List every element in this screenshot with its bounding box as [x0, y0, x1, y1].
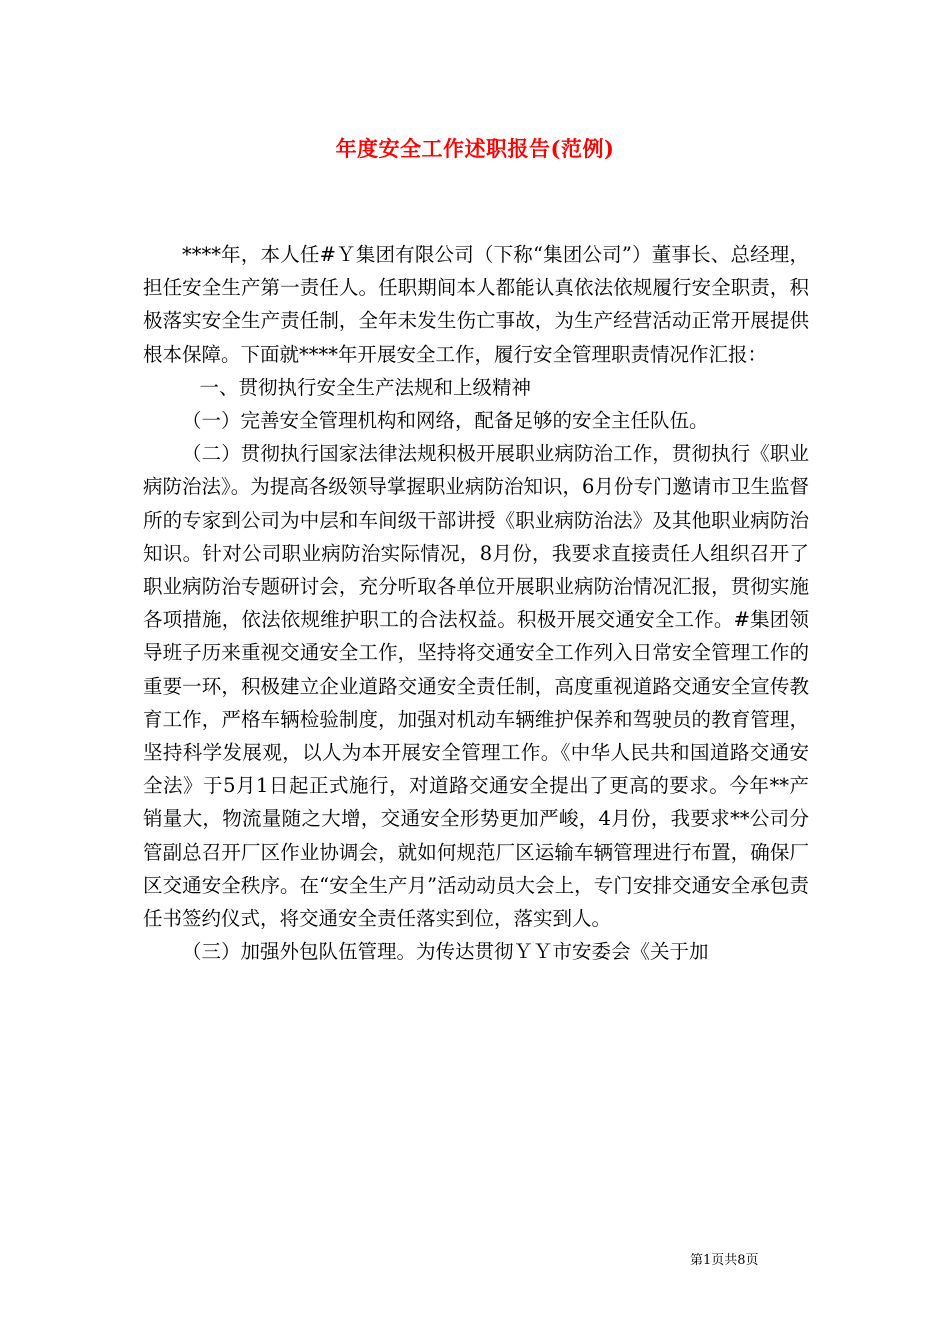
paragraph-item-1: （一）完善安全管理机构和网络，配备足够的安全主任队伍。 [182, 409, 709, 433]
section-heading-1: 一、贯彻执行安全生产法规和上级精神 [199, 375, 532, 399]
paragraph-item-3: （三）加强外包队伍管理。为传达贯彻ＹＹ市安委会《关于加 [182, 940, 709, 964]
paragraph-intro: ****年，本人任#Ｙ集团有限公司（下称“集团公司”）董事长、总经理，担任安全生产第一责任人。任职期间本人都能认真依法依规履行安全职责，积极落实安全生产责任制，全年未发生伤亡事故，为生产经营活动正常开展提供根本保障。下面就****年开展安全工作，履行安全管理职责情况作汇报： [143, 243, 809, 366]
paragraph-item-2: （二）贯彻执行国家法律法规积极开展职业病防治工作，贯彻执行《职业病防治法》。为提高各级领导掌握职业病防治知识，6月份专门邀请市卫生监督所的专家到公司为中层和车间级干部讲授《职业病防治法》及其他职业病防治知识。针对公司职业病防治实际情况，8月份，我要求直接责任人组织召开了职业病防治专题研讨会，充分听取各单位开展职业病防治情况汇报，贯彻实施各项措施，依法依规维护职工的合法权益。积极开展交通安全工作。#集团领导班子历来重视交通安全工作，坚持将交通安全工作列入日常安全管理工作的重要一环，积极建立企业道路交通安全责任制，高度重视道路交通安全宣传教育工作，严格车辆检验制度，加强对机动车辆维护保养和驾驶员的教育管理，坚持科学发展观，以人为本开展安全管理工作。《中华人民共和国道路交通安全法》于5月1日起正式施行，对道路交通安全提出了更高的要求。今年**产销量大，物流量随之大增，交通安全形势更加严峻，4月份，我要求**公司分管副总召开厂区作业协调会，就如何规范厂区运输车辆管理进行布置，确保厂区交通安全秩序。在“安全生产月”活动动员大会上，专门安排交通安全承包责任书签约仪式，将交通安全责任落实到位，落实到人。 [143, 442, 809, 931]
document-title: 年度安全工作述职报告(范例) [335, 136, 615, 161]
page-number: 第1页共8页 [690, 1253, 759, 1268]
document-body [143, 238, 809, 968]
